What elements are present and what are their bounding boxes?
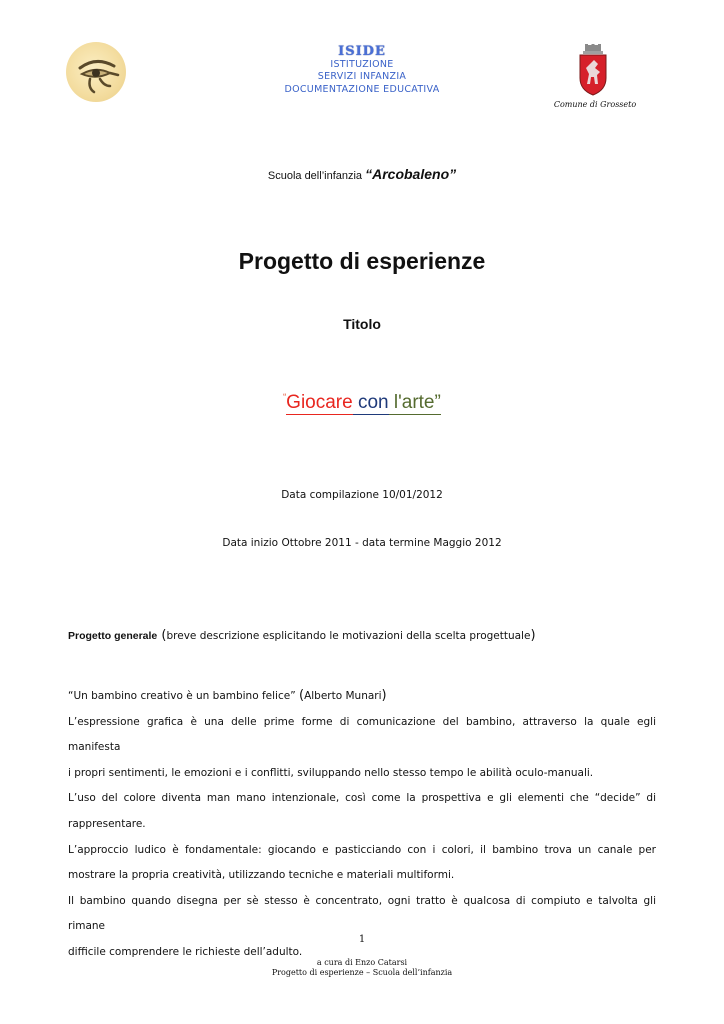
body-line-1: L’espressione grafica è una delle prime forme di comunicazione del bambino, attraverso la quale egli manifesta <box>68 715 656 754</box>
date-compilazione: Data compilazione 10/01/2012 <box>281 489 443 501</box>
footer-line-2: Progetto di esperienze – Scuola dell’infanzia <box>271 968 453 977</box>
quote-paren-close: ) <box>381 688 387 703</box>
page-number: 1 <box>358 934 366 945</box>
quote-line <box>68 683 656 710</box>
page-title: Progetto di esperienze <box>238 248 486 274</box>
iside-line-3: DOCUMENTAZIONE EDUCATIVA <box>284 83 440 95</box>
section-paren-open: ( <box>157 628 167 643</box>
date-range: Data inizio Ottobre 2011 - data termine Maggio 2012 <box>222 537 502 549</box>
footer-line-1: a cura di Enzo Catarsi <box>316 958 408 967</box>
iside-line-2: SERVIZI INFANZIA <box>317 71 407 82</box>
project-title-word-1: Giocare <box>286 392 353 413</box>
project-title <box>0 392 724 414</box>
body-line-6: mostrare la propria creatività, utilizzando tecniche e materiali multiformi. <box>68 869 455 882</box>
section-label: Progetto generale <box>68 630 158 642</box>
body-line-2: i propri sentimenti, le emozioni e i conflitti, sviluppando nello stesso tempo le abilità oculo-manuali. <box>68 766 594 779</box>
body-line-8: difficile comprendere le richieste dell’adulto. <box>68 945 303 958</box>
quote-text: “Un bambino creativo è un bambino felice” <box>68 690 299 702</box>
section-heading <box>68 628 668 643</box>
project-title-open-quote: “ <box>283 392 287 402</box>
section-paren-close: ) <box>530 628 536 643</box>
body-line-3: L’uso del colore diventa man mano intenzionale, così come la prospettiva e gli elementi che “decide” di <box>68 792 656 805</box>
section-description: breve descrizione esplicitando le motivazioni della scelta progettuale <box>166 630 531 642</box>
quote-paren-open: ( <box>298 688 305 703</box>
iside-header <box>262 46 462 96</box>
body-line-5: L’approccio ludico è fondamentale: giocando e pasticciando con i colori, il bambino trova un canale per <box>68 843 656 856</box>
comune-crest <box>576 44 610 96</box>
comune-crest-icon <box>576 44 610 96</box>
body-line-7: Il bambino quando disegna per sè stesso è concentrato, ogni tratto è qualcosa di compiuto e talvolta gli rimane <box>68 894 656 933</box>
iside-line-1: ISTITUZIONE <box>330 58 394 70</box>
iside-brand: ISIDE <box>338 44 386 59</box>
project-title-close-quote: ” <box>434 392 441 413</box>
project-title-word-3: l'arte <box>393 392 435 413</box>
school-line <box>0 166 724 182</box>
iside-eye-logo <box>66 42 126 102</box>
quote-author: Alberto Munari <box>304 690 382 702</box>
school-prefix: Scuola dell’infanzia <box>267 170 366 182</box>
comune-label: Comune di Grosseto <box>553 100 637 109</box>
body-line-4: rappresentare. <box>68 817 146 830</box>
footer <box>0 958 724 978</box>
project-title-word-2: con <box>357 392 389 413</box>
school-name: “Arcobaleno” <box>365 166 457 182</box>
eye-of-horus-icon <box>66 42 126 102</box>
titolo-label: Titolo <box>343 316 381 332</box>
body-text <box>68 683 656 966</box>
